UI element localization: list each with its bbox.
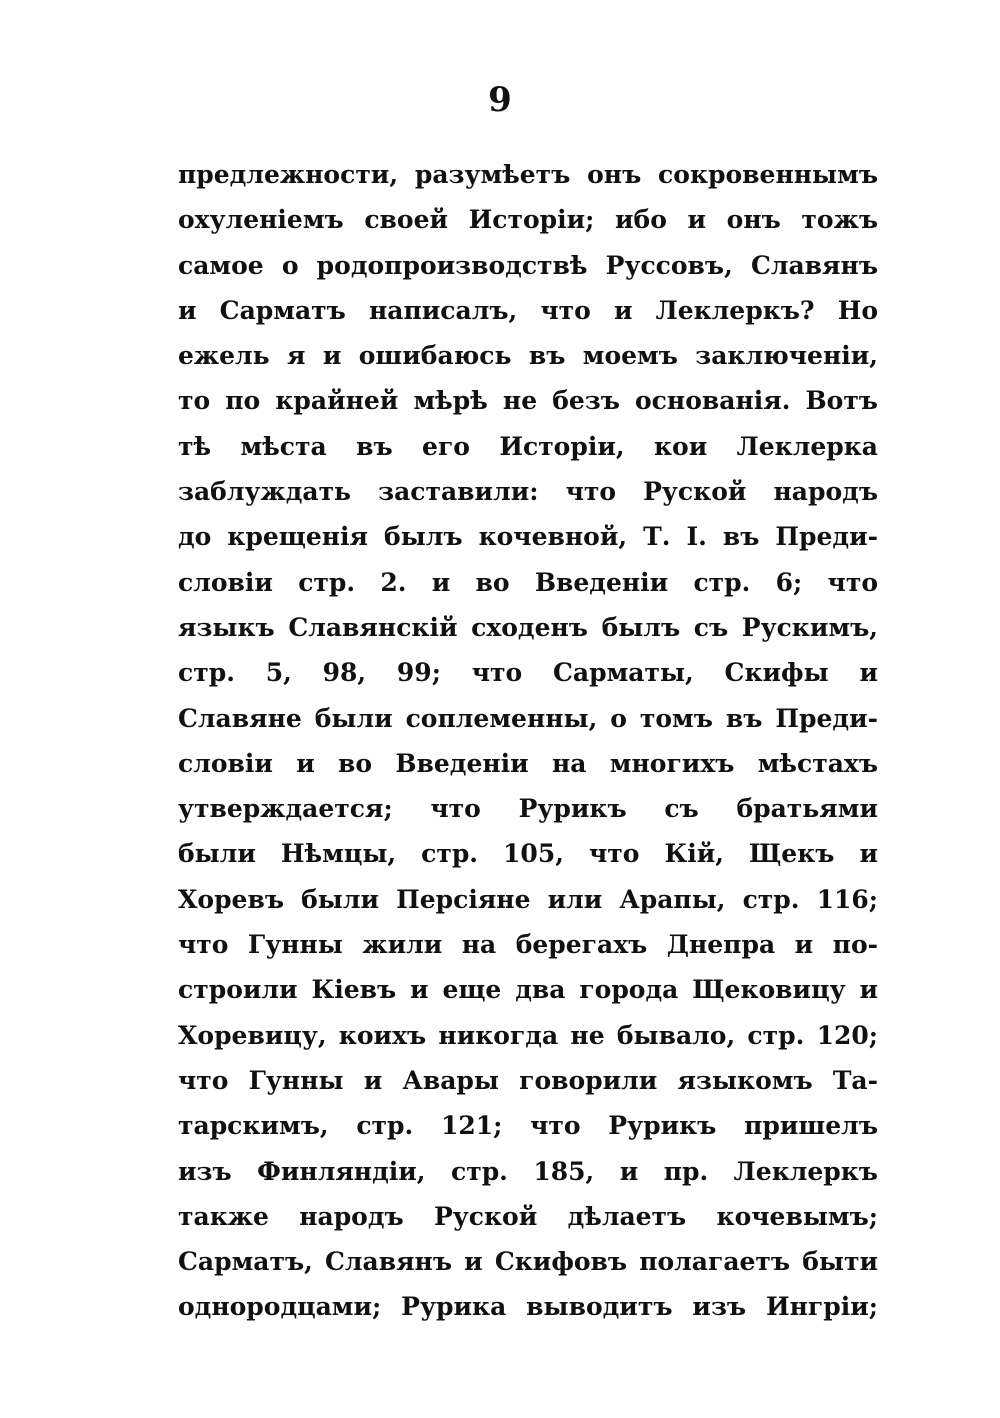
- text-line: Сарматъ, Славянъ и Скифовъ полагаетъ быти: [178, 1247, 878, 1277]
- text-line: языкъ Славянскій сходенъ былъ съ Рускимъ,: [178, 612, 878, 642]
- text-line: и Сарматъ написалъ, что и Леклеркъ? Но: [178, 295, 878, 325]
- text-line: стр. 5, 98, 99; что Сарматы, Скифы и: [178, 658, 878, 688]
- text-line: предлежности, разумѣетъ онъ сокровеннымъ: [178, 160, 878, 189]
- text-line: что Гунны и Авары говорили языкомъ Та-: [178, 1065, 878, 1095]
- text-line: Славяне были соплеменны, о томъ въ Преди-: [178, 703, 878, 733]
- text-line: до крещенія былъ кочевной, Т. I. въ Преди-: [178, 522, 878, 552]
- text-line: тарскимъ, стр. 121; что Рурикъ пришелъ: [178, 1111, 878, 1141]
- text-line: Хоревицу, коихъ никогда не бывало, стр. 120;: [178, 1020, 878, 1050]
- text-line: Хоревъ были Персіяне или Арапы, стр. 116;: [178, 884, 878, 914]
- text-line: охуленіемъ своей Исторіи; ибо и онъ тожъ: [178, 205, 878, 235]
- text-line: тѣ мѣста въ его Исторіи, кои Леклерка: [178, 431, 878, 461]
- text-line: изъ Финляндіи, стр. 185, и пр. Леклеркъ: [178, 1156, 878, 1186]
- page-number: 9: [488, 80, 512, 120]
- text-line: заблуждать заставили: что Руской народъ: [178, 477, 878, 507]
- text-line: то по крайней мѣрѣ не безъ основанія. Вотъ: [178, 386, 878, 416]
- text-line: словіи и во Введеніи на многихъ мѣстахъ: [178, 748, 878, 778]
- text-line: были Нѣмцы, стр. 105, что Кій, Щекъ и: [178, 839, 878, 869]
- text-line: словіи стр. 2. и во Введеніи стр. 6; что: [178, 567, 878, 597]
- text-line: ежель я и ошибаюсь въ моемъ заключеніи,: [178, 341, 878, 371]
- text-line: утверждается; что Рурикъ съ братьями: [178, 794, 878, 824]
- text-line: строили Кіевъ и еще два города Щековицу и: [178, 975, 878, 1005]
- text-line: самое о родопроизводствѣ Руссовъ, Славянъ: [178, 250, 878, 280]
- body-text: [178, 152, 878, 1330]
- text-line: что Гунны жили на берегахъ Днепра и по-: [178, 930, 878, 960]
- text-line: также народъ Руской дѣлаетъ кочевымъ;: [178, 1201, 878, 1231]
- text-line: однородцами; Рурика выводитъ изъ Ингріи;: [178, 1292, 878, 1322]
